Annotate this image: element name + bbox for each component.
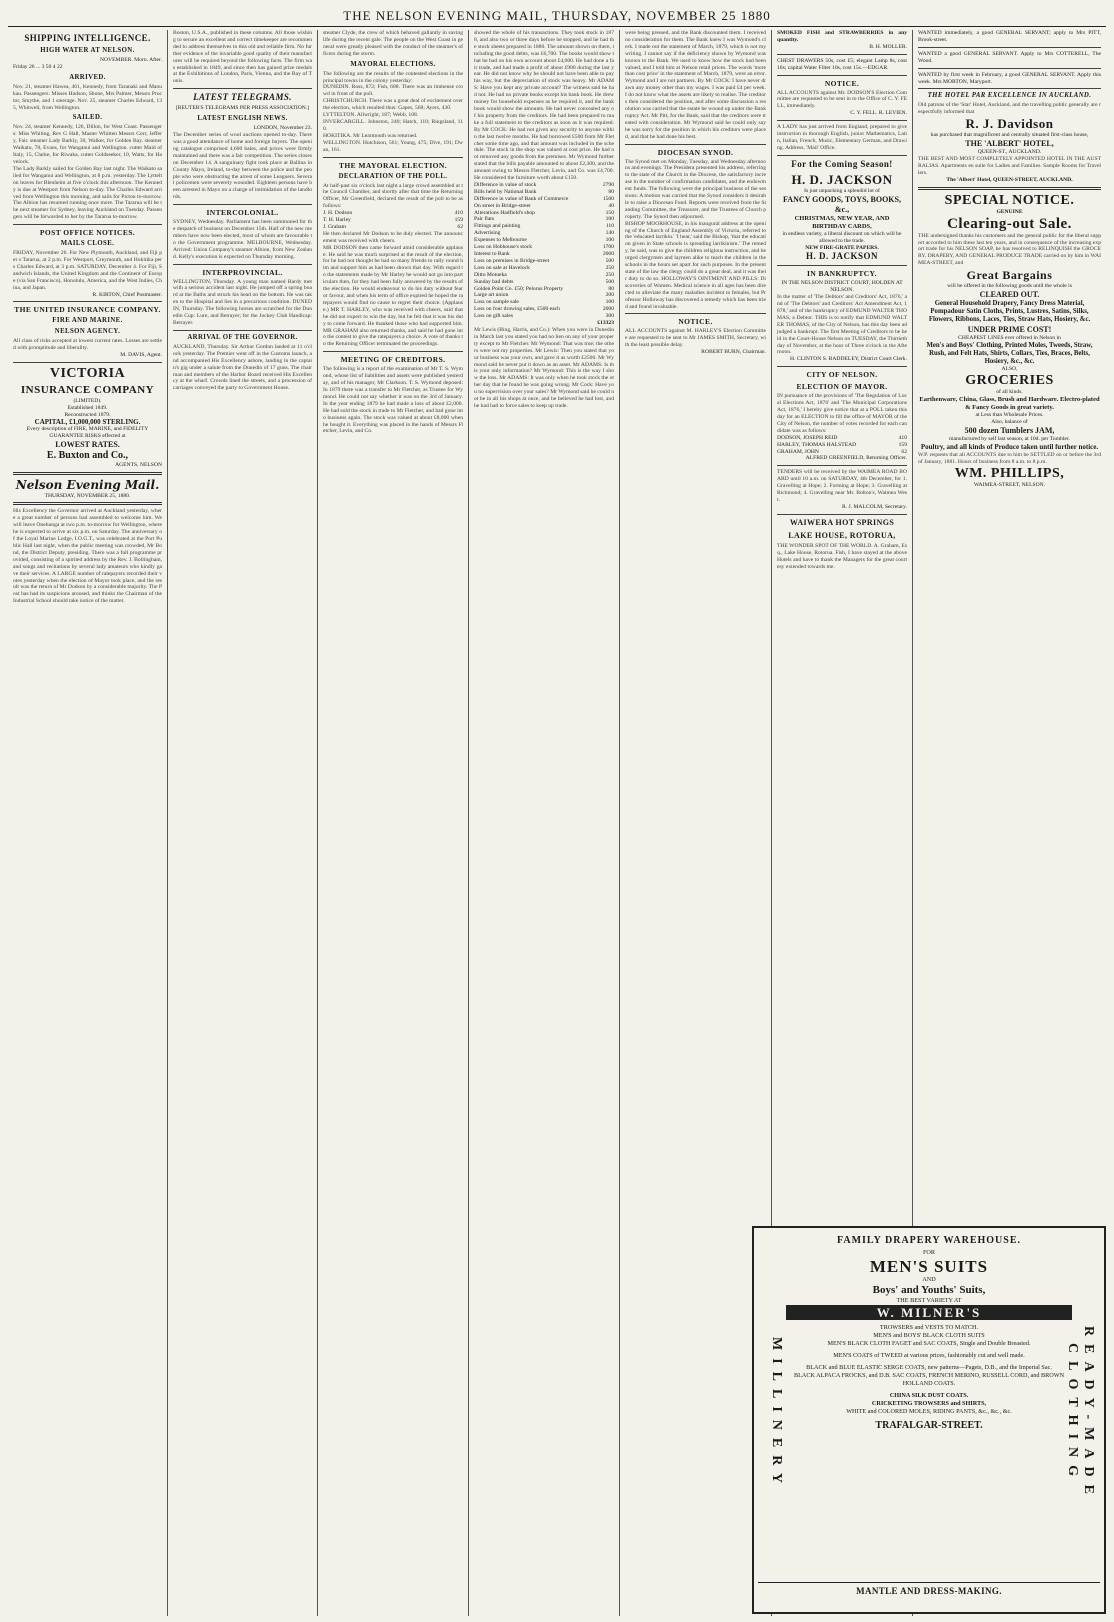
table-row: [474, 265, 614, 272]
table-row: [474, 244, 614, 251]
buxton-sub: AGENTS, NELSON: [115, 461, 162, 468]
reconstructed: Reconstructed 1879.: [64, 412, 111, 418]
clearing-text: THE undersigned thanks his customers and the general public for the liberal support accorded to him these last ten years, and in consequence of the increasing export trade for his NELSON SOAP, he has resolved to RELINQUISH the GROCERY, DRAPERY, AND GENERAL PRODUCE TRADE carried on by him in WAIMEA-STREET, and: [918, 232, 1101, 267]
table-row: GRAHAM, JOHN 62: [777, 448, 907, 455]
mails-sign: R. KIRTON, Chief Postmaster.: [92, 291, 162, 298]
stock-amount: 140: [605, 230, 614, 237]
stock-amount: 1700: [602, 244, 614, 251]
bankruptcy-text: In the matter of 'The Debtors' and Creditors' Act, 1876,' and of 'The Debtors' and Creditors' Act Amendment Act, 1878,' and of the bankruptcy of EDMUND WALTER THOMAS, a Debtor. THIS is to notify that EDMUND WALTER THOMAS, of the City of Nelson, has this day been adjudged a bankrupt. The first Meeting of Creditors to be held in the Court-House Nelson on TUESDAY, the Thirtieth day of November, at the hour of Three o'clock in the Afternoon.: [777, 294, 907, 356]
stock-item: Large art union: [474, 292, 509, 299]
city-title: CITY OF NELSON.: [806, 370, 878, 380]
fancy-goods: FANCY GOODS, TOYS, BOOKS, &c.,: [783, 194, 901, 214]
table-row: [474, 237, 614, 244]
column-2: [168, 30, 318, 1616]
and-label: AND: [922, 1276, 936, 1283]
interprovincial-title: INTERPROVINCIAL.: [202, 267, 283, 277]
tweed-coats-line: MEN'S COATS of TWEED at various prices, fashionably cut and well made.: [833, 1352, 1025, 1359]
fire-grate: NEW FIRE-GRATE PAPERS.: [805, 244, 879, 251]
black-cloth-line-2: MEN'S BLACK CLOTH FAGET and SAC COATS, Single and Double Breasted.: [827, 1340, 1031, 1347]
column-4: [469, 30, 620, 1616]
stock-amount: 80: [608, 285, 614, 292]
stock-amount: 300: [605, 313, 614, 320]
bankruptcy-sign: H. CLINTON S. BADDELEY, District Court Clerk.: [790, 356, 907, 363]
election-title: ELECTION OF MAYOR.: [796, 382, 888, 392]
stock-item: Fittings and painting: [474, 223, 521, 230]
arrival-title: ARRIVAL OF THE GOVERNOR.: [187, 333, 298, 341]
frocks-line: BLACK ALPACA FROCKS, and D.B. SAC COATS, FRENCH MERINO, RUSSELL CORD, and BROWN HOLLAND COATS.: [793, 1372, 1065, 1387]
intercolonial-text: SYDNEY, Wednesday. Parliament has been summoned for the despatch of business on December 15th. Half of the new members have now been elected, most of whom are favourable to the Government programme. MELBOURNE, Wednesday. Arrived: Union Company's steamer Albion, from New Zealand. Kelly's execution is expected on Thursday morning.: [173, 219, 312, 260]
stock-amount: 200: [605, 292, 614, 299]
cricketing-line: CRICKETING TROWSERS and SHIRTS,: [871, 1400, 987, 1407]
albert-text: THE BEST AND MOST COMPLETELY APPOINTED HOTEL IN THE AUSTRALIAS. Apartments en suite for Ladies and Families. Sample Rooms for Travellers.: [918, 156, 1101, 176]
special-notice: SPECIAL NOTICE.: [944, 192, 1075, 208]
stock-amount: 2000: [602, 251, 614, 257]
jackson-sign: H. D. JACKSON: [805, 251, 878, 262]
arrived-text: Nov. 21, steamer Hawea, 461, Kennedy, from Taranaki and Manukau. Passengers: Misses Hudson, Shone, Mrs Palmer, Messrs Proctor, Smythe, and 1 steerage. Nov. 25, steamer Charles Edward, 135, Whitwell, from Wellington.: [13, 83, 162, 111]
stock-amount: 150: [605, 209, 614, 216]
col3-intro: steamer Clyde, the crew of which behaved gallantly in saving life during the recent gale. The people on the West Coast in general were greatly pleased with the conduct of the steamer's officers during the storm.: [323, 30, 463, 57]
english-text: The December series of wool auctions opened to-day. There was a good attendance of home and foreign buyers. The opening catalogue comprised 4,600 bales, and prices were firmly maintained and there was a fair competition. The series closes on December 14. A sanguinary fight took place at Ballina in County Mayo, Ireland, to-day between the police and the people who were obstructing the arrest of some Leaguers. Several policemen were severely wounded. Eighteen persons have been arrested in Mayo on a charge of intimidation of the landlords.: [173, 132, 312, 201]
arrived-title: ARRIVED.: [69, 73, 106, 81]
stock-amount: 2790: [602, 181, 614, 188]
stock-item: On street in Bridge-street: [474, 202, 531, 209]
election-text: IN pursuance of the provisions of 'The Regulation of Local Elections Act, 1876' and 'The Municipal Corporations Act, 1876,' I hereby give notice that at a POLL taken this day for an ELECTION to fill the office of MAYOR of the City of Nelson, the number of votes recorded for each candidate was as follows:: [777, 393, 908, 434]
shipping-body: The Lady Barkly sailed for Golden Bay last night. The Waikato sailed for Wanganui and Wellington, at 8 p.m. yesterday. The Lyttelton leaves for Blenheim at five o'clock this afternoon. The Kennedy is due at Westport from Nelson to-day. The Charles Edward arrived from Wellington this morning, and sails for Picton to-morrow. The Albion has resumed running once more. The Tararua will be the next steamer for Sydney, leaving Auckland on Tuesday. Passengers will be forwarded to her by the Tararua to-morrow.: [13, 165, 162, 221]
black-cloth-line: MEN'S and BOYS' BLACK CLOTH SUITS: [873, 1332, 985, 1339]
table-row: [474, 286, 614, 293]
queen-street: QUEEN-ST., AUCKLAND.: [977, 149, 1042, 156]
table-row: [474, 251, 614, 258]
ready-made-sidebar: READY-MADE CLOTHING: [1065, 1326, 1096, 1502]
stock-item: Loss on sample sale: [474, 299, 519, 306]
milner-advert-body: [786, 1249, 1072, 1432]
lake-text: THE WONDER SPOT OF THE WORLD. A. Graham, Esq., Lake House, Rotorua. Fish, I have stayed at the above Hotels and have to thank the Managers for the great courtesy extended towards me.: [777, 542, 907, 570]
harley-notice-title: NOTICE.: [678, 317, 713, 327]
wanted-ad-2: WANTED a good GENERAL SERVANT. Apply to Mrs COTTERELL, The Wood.: [918, 50, 1101, 64]
boys-youths-suits: Boys' and Youths' Suits,: [872, 1284, 986, 1296]
hotel-text: Old patrons of the 'Star' Hotel, Auckland, and the travelling public generally are respectfully informed that: [918, 102, 1101, 116]
mayoral-elections-title: MAYORAL ELECTIONS.: [350, 60, 436, 68]
china-silk-line: CHINA SILK DUST COATS.: [889, 1392, 969, 1399]
victoria-company: INSURANCE COMPANY: [20, 384, 155, 397]
stock-item: Pair flats: [474, 216, 495, 223]
stock-amount: 2000: [602, 306, 614, 313]
tumblers: 500 dozen Tumblers JAM,: [964, 425, 1055, 435]
col2-intro: Boston, U.S.A., published in these columns. All those wishing to secure an excellent and correct timekeeper are recommended to address themselves to this old and reliable firm. No further evidence of the invariable good quality of their manufactures will be required beyond the following facts. The firm was established in 1849, and since then has gained prize medals at the Exhibitions of London, Paris, Vienna, and the Bay of Tunis.: [173, 30, 312, 85]
post-office-title: POST OFFICE NOTICES.: [39, 228, 136, 238]
stock-item: Difference in value of Bank of Commerce: [474, 195, 569, 202]
trafalgar-street: TRAFALGAR-STREET.: [875, 1420, 983, 1431]
stock-item: Loss on four drawing sales, £500 each: [474, 306, 560, 313]
jackson-more: in endless variety, a liberal discount on which will be allowed to the trade.: [782, 230, 902, 244]
table-row: [474, 196, 614, 203]
albert-hotel: THE 'ALBERT' HOTEL,: [965, 139, 1054, 149]
stock-amount: 100: [605, 216, 614, 223]
lyttelton-result: LYTTELTON. Allwright, 187; Webb, 108.: [323, 112, 419, 119]
smoked-fish-ad: SMOKED FISH and STRAWBERRIES in any quantity.: [777, 30, 907, 43]
united-insurance-title: THE UNITED INSURANCE COMPANY.: [14, 305, 161, 315]
mails-text: FRIDAY, November 26. For New Plymouth, Auckland, and Fiji per s Tararua, at 2 p.m. For Westport, Greymouth, and Hokitika per s Charles Edward, at 3 p.m. SATURDAY, December 4. For Fiji, Sandwich Islands, the United Kingdom and the Continent of Europe (via San Francisco), Honolulu, America, and the West Indies, China, and Japan.: [13, 250, 162, 291]
paper-date: THURSDAY, NOVEMBER 25, 1880.: [44, 492, 131, 499]
lowest-rates: LOWEST RATES.: [55, 439, 120, 449]
milner-name: W. MILNER'S: [786, 1305, 1072, 1320]
election-table: [777, 435, 907, 456]
arrival-text: AUCKLAND, Thursday. Sir Arthur Gordon landed at 11 o'clock yesterday. The Premier went off in the Customs launch, and accompanied His Excellency ashore, landing in the captain's gig under a salute from the Dunedin of 17 guns. The chairman and members of the Harbor Board received His Excellency at the wharf. Crowds lined the streets, and a procession of carriages conveyed the party to Government House.: [173, 343, 312, 392]
harley-notice-text: ALL ACCOUNTS against M. HARLEY'S Election Committee are requested to be sent to Mr JAMES SMITH, Secretary, with the least possible delay.: [625, 328, 766, 349]
table-row: [474, 223, 614, 230]
diocesan-text: The Synod met on Monday, Tuesday, and Wednesday afternoons and evenings. The President presented his address, referring to the state of the Church in the Diocese, the satisfactory increase in the number of confirmation candidates, and the endowment funds. The following were the principal business of the sessions: A motion was carried that the Synod considers it desirable to raise a Diocesan Fund. Reports were received from the Standing Committee, the Treasurer, and the Trustees of Church property. The Synod then adjourned.: [625, 158, 766, 220]
albert-sign: The 'Albert' Hotel, QUEEN-STREET, AUCKLAND.: [946, 176, 1073, 183]
stock-item: Interest to Bank: [474, 251, 510, 257]
high-water-title: HIGH WATER AT NELSON.: [40, 47, 135, 54]
great-bargains: Great Bargains: [966, 268, 1053, 283]
stock-item: Expenses to Melbourne: [474, 237, 527, 244]
stock-item: Bills held by National Bank: [474, 188, 537, 195]
phillips-name: WM. PHILLIPS,: [954, 465, 1065, 481]
established: Established 1849.: [67, 405, 108, 412]
also: ALSO,: [1001, 366, 1018, 373]
of-all-kinds: of all kinds.: [996, 389, 1023, 396]
drapery-list: General Household Drapery, Fancy Dress Material, Pompadour Satin Cloths, Prints, Lustres, Satins, Silks, Flowers, Ribbons, Laces, Ties, Straw Hats, Hosiery, &c.: [928, 300, 1091, 324]
stock-amount: 100: [605, 299, 614, 306]
table-row: [474, 182, 614, 189]
dunedin-result: DUNEDIN. Ross, 872; Fish, 688. There was an immense crowd in front of the poll.: [323, 84, 463, 98]
editorial-text: His Excellency the Governor arrived at Auckland yesterday, where a great number of persons had assembled to welcome him. We will leave Onehunga at two p.m. to-morrow for Wellington, where he is expected to arrive at six p.m. on Saturday. The anniversary of the Loyal Marine Lodge, I.O.G.T., was celebrated at the Port Public Hall last night, when the public meeting was crowded, Mr Bond, the District Deputy, presiding. There was a full programme provided, consisting of a spirited address by the Rev. J. Bollingham, and songs and recitations by several lady amateurs who kindly gave their services. A LARGE number of ratepayers recorded their votes yesterday when the election of Mayor took place, and the result was the return of Mr Dodson by a considerable majority. The Post has had its suspicions aroused, and thinks the Chairman of the Industrial School should take notice of the matter.: [13, 508, 162, 605]
wanted-ad-3: WANTED by first week in February, a good GENERAL SERVANT. Apply this week. Mrs MORTON, Maryport.: [918, 71, 1101, 85]
table-row: [474, 189, 614, 196]
election-sign: ALFRED GREENFIELD, Returning Officer.: [805, 455, 907, 462]
united-agent: M. DAVIS, Agent.: [120, 352, 162, 359]
interprovincial-text: WELLINGTON, Thursday. A young man named Hardy met with a serious accident last night. He jumped off a spring board at the Baths and struck his head on the bottom. He was taken to the Hospital and lies in a precarious condition. DUNEDIN, Thursday. The following horses are scratched for the Dunedin Cup: Lure, and Betrayer; for the Jockey Club Handicap: Betrayer.: [173, 278, 312, 326]
tumblers-intro: Also, balance of: [991, 418, 1028, 425]
table-row: J. Graham 62: [323, 223, 463, 230]
victoria-desc: Every description of FIRE, MARINE, and FIDELITY GUARANTEE RISKS effected at: [26, 425, 149, 439]
lady-ad: A LADY has just arrived from England, prepared to give instruction in thorough English, junior Mathematics, Latin, Italian, French, Music, Elementary German, and Drawing. Address, 'Mail' Office.: [777, 124, 907, 151]
poll-table: [323, 210, 463, 231]
english-dateline: LONDON, November 23.: [253, 125, 312, 132]
jackson-text: Is just unpacking a splendid lot of: [804, 187, 880, 194]
col4-text2: Mr Lewis (Bing, Harris, and Co.): When you were in Dunedin in March last you stated you had no lien on any of your property except to Mr Fletcher. Mr Wymond: That was true; the others were not my properties. Mr Lewis: Then you stated that your business was your own, and gave it as worth £2500. Mr Wymond said he never put it down as an asset. Mr ADAMS: Is this your only information? Mr Wymond: This is the way I show the loss. Mr ADAMS: It was only when he took stock the other day that he found he was going wrong. Mr Cock: Have you no supervision over your sales? Mr Wymond said he could not be in all his shops at once, and he believed he had lost, and he had had to force sales to keep up trade.: [474, 326, 614, 409]
column-3: [318, 30, 469, 1616]
col5-text2: BISHOP MOORHOUSE, in his inaugural address at the opening of the Church of England Assembly of Victoria, referred to the 'educated larrikin.' 'I hear,' said the Bishop, 'that the education given in State schools is spreading larrikinism.' The remedy, he said, was to give the children religious instruction, and he urged clergymen and laymen alike to teach the children in the schools in the hours set apart for such purposes. In the present state of the law the clergy could do a great deal, and it was their duty to do so. HOLLOWAY'S OINTMENT AND PILLS: Discoveries of Women. Medical science in all ages has been directed to alleviate the many maladies incident to females, but Professor Holloway has discovered a remedy which has been tried and found invaluable.: [625, 220, 767, 310]
dodson-notice-title: NOTICE.: [824, 78, 860, 88]
stock-amount: 500: [605, 278, 614, 285]
column-1: [8, 30, 168, 1616]
wholesale: at Less than Wholesale Prices.: [975, 411, 1044, 418]
english-news-title: LATEST ENGLISH NEWS.: [197, 115, 288, 123]
stock-amount: 80: [608, 188, 614, 195]
davidson-name: R. J. Davidson: [965, 116, 1054, 132]
stock-item: Loss on sale at Havelock: [474, 264, 530, 271]
table-row: [474, 258, 614, 265]
clearing-sale: Clearing-out Sale.: [947, 215, 1072, 232]
column-5: [620, 30, 772, 1616]
coming-season: For the Coming Season!: [791, 158, 893, 169]
masthead: THE NELSON EVENING MAIL, THURSDAY, NOVEMBER 25 1880: [8, 6, 1106, 27]
genuine: GENUINE: [996, 208, 1023, 215]
creditors-title: MEETING OF CREDITORS.: [340, 355, 446, 365]
tenders-sign: R. J. MALCOLM, Secretary.: [841, 503, 907, 510]
buxton: E. Buxton and Co.,: [46, 449, 129, 461]
lake-house-title: LAKE HOUSE, ROTORUA,: [788, 530, 896, 540]
dodson-notice-text: ALL ACCOUNTS against Mr. DODSON'S Election Committee are requested to be sent in to the Office of C. Y. FELL, immediately.: [777, 89, 907, 110]
sailed-title: SAILED.: [72, 114, 103, 122]
earthenware: Earthenware, China, Glass, Brush and Hardware. Electro-plated & Fancy Goods in great variety.: [919, 395, 1100, 411]
phillips-addr: WAIMEA-STREET, NELSON.: [973, 481, 1046, 488]
bargains-text: will be offered in the following goods until the whole is: [947, 283, 1072, 290]
table-row: HARLEY, THOMAS HALSTEAD 159: [777, 441, 907, 448]
invercargill-result: INVERCARGILL. Johnston, 240; Hatch, 110; Ringsland, 110.: [323, 118, 463, 132]
stock-amount: 250: [605, 271, 614, 278]
family-drapery-title: FAMILY DRAPERY WAREHOUSE.: [836, 1235, 1022, 1246]
dodson-notice-sign: C. Y. FELL. R. LEVIEN.: [850, 110, 907, 117]
stock-table: [474, 182, 614, 320]
stock-amount: 1500: [602, 195, 614, 202]
cleared-out: CLEARED OUT.: [979, 290, 1040, 300]
creditors-text: The following is a report of the examination of Mr T. S. Wymond, whose list of liabilities and assets were published yesterday, and of his manager, Mr Clarkson. T. S. Wymond deposed: In 1879 there was a transfer to Mr Fletcher, as Trustee for Wymond. He could not say whether it was on the 3rd of January. In the year ending 1879 he had made a loss of about £2,000. He had sold the stock in trade to Mr Fletcher, and had gone into business again. The stock was valued at about £8,000 when he bought it. Everything was placed in the hands of Messrs Fletcher, Levin, and Co.: [323, 366, 463, 435]
shipping-title: SHIPPING INTELLIGENCE.: [24, 33, 151, 43]
stock-item: Golden Point Co. £50; Pelorus Property: [474, 285, 564, 292]
tumblers-sub: manufactured by self last season, at 10d. per Tumbler.: [949, 435, 1070, 442]
hokitika-result: HOKITIKA. Mr Learmouth was returned.: [323, 132, 418, 139]
trousers-line: TROWSERS and VESTS TO MATCH.: [879, 1324, 979, 1331]
stock-total: £13323: [597, 320, 614, 327]
united-text: All class of risks accepted at lowest current rates. Losses are settled with promptitude and liberality.: [13, 338, 162, 352]
victoria-title: VICTORIA: [49, 366, 126, 382]
stock-amount: 110: [605, 223, 614, 230]
moller-sign: B. H. MOLLER.: [869, 43, 907, 50]
stock-amount: 40: [608, 202, 614, 209]
intercolonial-title: INTERCOLONIAL.: [206, 208, 279, 218]
stock-amount: 100: [605, 237, 614, 244]
hotel-header: THE HOTEL PAR EXCELLENCE IN AUCKLAND.: [927, 92, 1092, 100]
alpaca-line: BLACK and BLUE ELASTIC SERGE COATS, new patterns—Pagets, D.B., and the Imperial Sac.: [806, 1364, 1052, 1371]
waiwera-title: WAIWERA HOT SPRINGS: [789, 517, 895, 527]
milner-advert: [752, 1226, 1106, 1614]
declaration-text: At half-past six o'clock last night a large crowd assembled at the Council Chamber, and shortly after that time the Returning Officer, Mr Greenfield, declared the result of the poll to be as follows:: [323, 182, 463, 210]
christmas-cards: CHRISTMAS, NEW YEAR, AND BIRTHDAY CARDS,: [794, 214, 890, 230]
stock-item: Difference in value of stock: [474, 181, 537, 188]
groceries: GROCERIES: [965, 373, 1054, 389]
table-row: T. H. Harley 159: [323, 217, 463, 224]
mens-suits: MEN'S SUITS: [869, 1257, 989, 1276]
christchurch-result: CHRISTCHURCH. There was a great deal of excitement over the election, which resulted thus: Gapes, 568; Ayers, 430.: [323, 98, 463, 112]
jackson-name: H. D. JACKSON: [791, 171, 893, 187]
table-row: [474, 272, 614, 279]
table-row: DODSON, JOSEPH REID 410: [777, 434, 907, 441]
col5-text: were being pressed, and the Bank discounted them. I received no consideration for them. The Bank knew I was Wymond's clerk. I made out the statement of March, 1879, which is not my writing. I cannot say if the deficiency shown by Wymond was known to the Bank. We used to know how the stock had been valued, and I told him at Nelson retail prices. The words 'more than cost price' in the statement of March, 1879, were an error. Wymond and I are not partners. By Mr COCK: I have never drawn any money other than my wages. I was paid £4 per week. I do not know what the assets are likely to realise. The creditors then considered the position, and after some discussion a resolution was carried that the estate be wound up under the Bankruptcy Act. Mr Pitt, for the Bank, said that the creditors were treated with consideration. Mr Wymond said he could only say he was sorry for the position in which his creditors were placed, and that he had done his best.: [625, 30, 766, 140]
accounts-text: W.P. requests that all ACCOUNTS due to him be SETTLED on or before the 3rd of January, 1881. Hours of business from 8 a.m. to 8 p.m.: [918, 451, 1101, 465]
speech-text: MR DODSON then came forward amid considerable applause. He said he was much surprised at the result of the election, for he had not thought he had so many friends to rally round him and support him as had been shown that day. With regard to the statements made by Mr Harley he would not go into particulars then, for they had been fully answered by the results of the election. He would endeavour to do his duty without fear or favour, and when his term of office expired he hoped the ratepayers would find no cause to regret their choice. (Applause.) MR T. HARLEY, who was received with cheers, said that he did not expect to win the day, but he felt that it was his duty to come forward. He thanked those who had supported him. MR GRAHAM also returned thanks, and said he had gone into the contest to give the ratepayers a choice. A vote of thanks to the Returning Officer terminated the proceedings.: [323, 244, 463, 348]
harley-notice-sign: ROBERT BURN, Chairman.: [701, 349, 766, 356]
stock-item: Loss on gift sales: [474, 313, 513, 320]
bankruptcy-court: IN THE NELSON DISTRICT COURT, HOLDEN AT NELSON.: [781, 280, 903, 294]
mayoral-election-title: THE MAYORAL ELECTION.: [339, 160, 447, 170]
stock-amount: 500: [605, 257, 614, 264]
sailed-text: Nov. 24, steamer Kennedy, 126, Dillon, for West Coast. Passengers: Miss Whiting, Rev G Hall, Master Whitten Messrs Corr, Jeffery, Fair. steamer Lady Barkly, 30, Walker, for Golden Bay. steamer Waikato, 78, Evans, for Wanganui and Wellington. cutter Maid of Italy, 15, Clarke, for Riwaka. cutter Goldseeker, 10, Watts, for Havelock.: [13, 124, 162, 165]
col4-text: showed the whole of his transactions. They took stock in 1878, and also two or three days before he stopped, and he had the stock sheets prepared in 1880. The amount shown on them, including the good debts, was £6,700. The books would show that he had on his own account about £4,000. He had done a fair trade, and had made a profit of about £900 during the last year. He did not know why he should not have been able to pay his way, but the depreciation of stock was heavy. Mr ADAMS: Have you kept any private account? The witness said he had not. He had no private books except his bank book. He drew money for household expenses as he required it, and the bank book would show the amounts. He had never concealed any of his property from the creditors. He had been prepared to make a full statement to the creditors as soon as it was required. By Mr COCK: He had not given any security to anyone within the last twelve months. He had borrowed £500 from Mr Fletcher some time ago, and that amount was included in the schedule. The stock in the shop was valued at cost price. He had not removed any goods from the premises. Mr Wymond further stated that the bills payable amounted to about £2,300, and the amount owing to Messrs Fletcher, Levin, and Co. was £4,700. He considered the furniture worth about £150.: [474, 30, 614, 182]
stock-item: Loss on premises in Bridge-street: [474, 257, 550, 264]
telegrams-sub: [REUTER'S TELEGRAMS PER PRESS ASSOCIATION.]: [175, 105, 310, 112]
paper-title: Nelson Evening Mail.: [15, 477, 160, 492]
millinery-sidebar: MILLINERY: [769, 1337, 784, 1491]
nelson-agency: NELSON AGENCY.: [54, 328, 121, 336]
high-water-header: NOVEMBER. Morn. After.: [100, 57, 162, 63]
diocesan-title: DIOCESAN SYNOD.: [657, 147, 734, 157]
white-colored-line: WHITE and COLORED MOLES, RIDING PANTS, &c., &c., &c.: [846, 1408, 1012, 1415]
tenders-text: TENDERS will be received by the WAIMEA ROAD BOARD until 10 a.m. on SATURDAY, 4th December, for 1. Gravelling at Hope; 2. Forming at Hope; 3. Gravelling at Richmond; 4. Gravelling near Mr. Bolton's, Waimea West.: [777, 469, 907, 503]
hotel-text-2: has purchased that magnificent and centrally situated first-class house,: [930, 132, 1089, 139]
cheapest-lines: CHEAPEST LINES ever offered in Nelson in: [958, 334, 1061, 341]
table-row: [474, 313, 614, 320]
stock-item: Advertising: [474, 230, 501, 237]
united-insurance-sub: FIRE AND MARINE.: [52, 317, 123, 325]
poll-after: He then declared Mr Dodson to be duly elected. The announcement was received with cheers.: [323, 230, 463, 244]
mails-close: MAILS CLOSE.: [60, 240, 115, 248]
table-row: [474, 216, 614, 223]
stock-item: Ditto Motueka: [474, 271, 507, 278]
victoria-limited: (LIMITED).: [73, 398, 102, 405]
capital: CAPITAL, £1,000,000 STERLING.: [34, 417, 141, 426]
table-row: [474, 203, 614, 210]
table-row: [474, 230, 614, 237]
declaration-title: DECLARATION OF THE POLL.: [338, 172, 448, 180]
mantle-dressmaking: MANTLE AND DRESS-MAKING.: [758, 1582, 1100, 1597]
best-variety: THE BEST VARIETY AT: [896, 1297, 962, 1304]
stock-item: Loss on Hobhouse's stock: [474, 244, 533, 251]
stock-item: Sunday bad debts: [474, 278, 514, 285]
table-row: [474, 210, 614, 217]
table-row: J. H. Dodson 410: [323, 210, 463, 217]
telegrams-title: LATEST TELEGRAMS.: [193, 92, 292, 103]
stock-item: Alterations Hadfield's shop: [474, 209, 535, 216]
wellington-result: WELLINGTON. Hutchison, 561; Young, 475; Dive, 191; Dwan, 161.: [323, 139, 463, 153]
chest-drawers-ad: CHEST DRAWERS 50s, cost £5; elegant Lamp 8s, cost 16s; capital Water Filter 10s, cost 15s.—EDGAR.: [777, 57, 907, 71]
high-water-row: Friday 26 ... 3 50 4 22: [13, 63, 63, 70]
clothing-list: Men's and Boys' Clothing, Printed Moles, Tweeds, Straw, Rush, and Felt Hats, Shirts, Collars, Ties, Braces, Belts, Hosiery, &c., &c.: [926, 341, 1093, 365]
stock-amount: 250: [605, 264, 614, 271]
mayoral-intro: The following are the results of the contested elections in the principal towns in the colony yesterday:: [323, 70, 463, 84]
bankruptcy-title: IN BANKRUPTCY.: [807, 269, 877, 279]
under-prime-cost: UNDER PRIME COST!: [967, 324, 1052, 334]
for-label: FOR: [922, 1249, 936, 1256]
wanted-ad-1: WANTED immediately, a good GENERAL SERVANT; apply to Mrs PITT, Brook-street.: [918, 30, 1101, 43]
poultry: Poultry, and all kinds of Produce taken until further notice.: [920, 442, 1099, 451]
table-row: [474, 292, 614, 299]
table-row: [474, 279, 614, 286]
